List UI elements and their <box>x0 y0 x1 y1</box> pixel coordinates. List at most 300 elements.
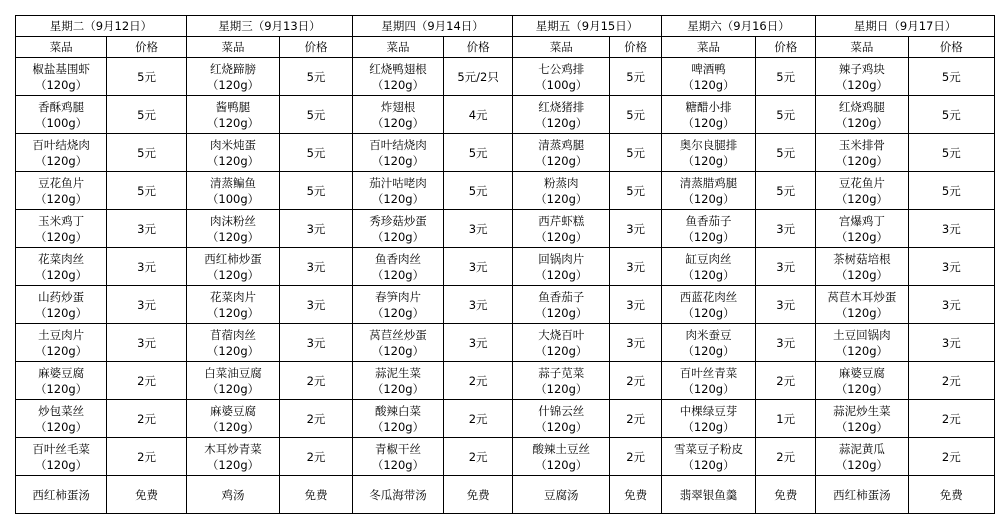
dish-name: 茶树菇培根 <box>833 251 891 266</box>
dish-name: 糖醋小排 <box>685 99 732 114</box>
dish-cell <box>352 400 443 438</box>
dish-name: 茄汁咕咾肉 <box>369 175 427 190</box>
weekly-menu-table <box>15 15 995 514</box>
dish-name: 豆花鱼片 <box>38 175 85 190</box>
dish-price: 2元 <box>107 362 187 400</box>
menu-row <box>16 248 995 286</box>
dish-name: 西蓝花肉丝 <box>679 289 738 304</box>
dish-cell <box>186 400 279 438</box>
dish-weight: （120g） <box>535 267 588 282</box>
dish-name: 麻婆豆腐 <box>38 365 85 380</box>
dish-price: 5元 <box>280 96 353 134</box>
dish-name: 缸豆肉丝 <box>685 251 732 266</box>
dish-price: 5元 <box>756 172 816 210</box>
menu-row <box>16 58 995 96</box>
dish-cell <box>816 286 908 324</box>
dish-name: 肉米蚕豆 <box>685 327 732 342</box>
dish-weight: （120g） <box>682 457 735 472</box>
dish-weight: （120g） <box>835 153 889 168</box>
menu-row <box>16 172 995 210</box>
dish-name: 玉米排骨 <box>838 137 885 152</box>
dish-weight: （120g） <box>206 343 260 358</box>
dish-weight: （120g） <box>371 343 425 358</box>
dish-cell <box>513 248 610 286</box>
dish-weight: （120g） <box>371 153 425 168</box>
dish-name: 七公鸡排 <box>538 61 585 76</box>
dish-name: 花菜肉丝 <box>38 251 85 266</box>
dish-column-header: 菜品 <box>186 37 279 58</box>
dish-price: 5元 <box>908 134 994 172</box>
dish-cell <box>661 248 755 286</box>
dish-name: 西红柿炒蛋 <box>204 251 262 266</box>
price-column-header: 价格 <box>107 37 187 58</box>
dish-cell <box>661 286 755 324</box>
menu-row <box>16 286 995 324</box>
dish-price: 2元 <box>107 400 187 438</box>
day-header: 星期四（9月14日） <box>352 16 512 37</box>
dish-cell <box>16 210 107 248</box>
dish-price: 3元 <box>280 324 353 362</box>
dish-weight: （120g） <box>371 191 425 206</box>
menu-row <box>16 134 995 172</box>
soup-name: 冬瓜海带汤 <box>352 476 443 514</box>
dish-weight: （120g） <box>682 305 735 320</box>
dish-price: 3元 <box>107 210 187 248</box>
soup-row <box>16 476 995 514</box>
dish-weight: （120g） <box>682 267 735 282</box>
dish-cell <box>352 248 443 286</box>
dish-weight: （120g） <box>34 381 88 396</box>
dish-price: 5元 <box>610 134 661 172</box>
dish-cell <box>16 400 107 438</box>
dish-weight: （120g） <box>371 229 425 244</box>
soup-name: 翡翠银鱼羹 <box>661 476 755 514</box>
dish-name: 麻婆豆腐 <box>210 403 256 418</box>
dish-cell <box>661 58 755 96</box>
dish-cell <box>16 172 107 210</box>
dish-cell <box>661 96 755 134</box>
dish-weight: （120g） <box>206 419 260 434</box>
dish-weight: （120g） <box>535 191 588 206</box>
dish-name: 宫爆鸡丁 <box>838 213 885 228</box>
dish-price: 2元 <box>444 362 513 400</box>
dish-name: 西芹虾糕 <box>538 213 585 228</box>
dish-price: 2元 <box>610 438 661 476</box>
dish-name: 百叶丝毛菜 <box>32 441 90 456</box>
dish-name: 青椒干丝 <box>374 441 421 456</box>
dish-cell <box>186 58 279 96</box>
dish-name: 酸辣土豆丝 <box>532 441 591 456</box>
soup-name: 西红柿蛋汤 <box>16 476 107 514</box>
dish-name: 肉沫粉丝 <box>210 213 256 228</box>
dish-weight: （120g） <box>835 77 889 92</box>
price-column-header: 价格 <box>280 37 353 58</box>
dish-weight: （120g） <box>206 267 260 282</box>
dish-name: 酸辣白菜 <box>374 403 421 418</box>
dish-price: 2元 <box>444 438 513 476</box>
dish-weight: （120g） <box>371 419 425 434</box>
dish-price: 3元 <box>107 324 187 362</box>
dish-price: 3元 <box>280 286 353 324</box>
dish-price: 3元 <box>280 248 353 286</box>
dish-weight: （120g） <box>835 191 889 206</box>
dish-price: 3元 <box>908 324 994 362</box>
dish-cell <box>816 324 908 362</box>
dish-name: 土豆回锅肉 <box>833 327 891 342</box>
dish-cell <box>16 96 107 134</box>
dish-cell <box>186 172 279 210</box>
dish-name: 清蒸鳊鱼 <box>210 175 256 190</box>
dish-name: 蒜泥生菜 <box>374 365 421 380</box>
dish-price: 5元 <box>280 58 353 96</box>
dish-column-header: 菜品 <box>513 37 610 58</box>
dish-name: 红烧蹄膀 <box>210 61 256 76</box>
dish-name: 春笋肉片 <box>374 289 421 304</box>
dish-name: 苜蓿肉丝 <box>210 327 256 342</box>
dish-weight: （120g） <box>34 153 88 168</box>
dish-name: 清蒸腊鸡腿 <box>679 175 738 190</box>
dish-column-header: 菜品 <box>16 37 107 58</box>
soup-price: 免费 <box>444 476 513 514</box>
dish-name: 雪菜豆子粉皮 <box>673 441 743 456</box>
dish-price: 5元 <box>610 172 661 210</box>
dish-price: 3元 <box>444 324 513 362</box>
dish-weight: （120g） <box>206 305 260 320</box>
dish-price: 5元 <box>756 58 816 96</box>
dish-cell <box>661 324 755 362</box>
dish-price: 2元 <box>107 438 187 476</box>
dish-name: 红烧鸡腿 <box>838 99 885 114</box>
dish-price: 3元 <box>610 286 661 324</box>
dish-name: 百叶结烧肉 <box>369 137 427 152</box>
dish-weight: （120g） <box>34 305 88 320</box>
dish-name: 百叶丝青菜 <box>679 365 738 380</box>
dish-price: 5元 <box>280 172 353 210</box>
price-column-header: 价格 <box>908 37 994 58</box>
dish-cell <box>513 400 610 438</box>
dish-price: 3元 <box>610 248 661 286</box>
dish-weight: （120g） <box>682 191 735 206</box>
dish-column-header: 菜品 <box>352 37 443 58</box>
dish-weight: （120g） <box>835 229 889 244</box>
dish-cell <box>816 400 908 438</box>
dish-weight: （120g） <box>206 381 260 396</box>
dish-cell <box>816 134 908 172</box>
dish-price: 5元 <box>280 134 353 172</box>
dish-cell <box>661 172 755 210</box>
menu-row <box>16 362 995 400</box>
dish-price: 4元 <box>444 96 513 134</box>
dish-cell <box>352 58 443 96</box>
dish-weight: （120g） <box>835 419 889 434</box>
menu-row <box>16 324 995 362</box>
dish-cell <box>186 96 279 134</box>
dish-cell <box>352 324 443 362</box>
dish-name: 回锅肉片 <box>538 251 585 266</box>
dish-price: 5元 <box>756 134 816 172</box>
dish-name: 红烧猪排 <box>538 99 585 114</box>
soup-name: 豆腐汤 <box>513 476 610 514</box>
dish-price: 5元 <box>107 172 187 210</box>
soup-price: 免费 <box>908 476 994 514</box>
dish-weight: （120g） <box>535 419 588 434</box>
dish-weight: （120g） <box>206 115 260 130</box>
dish-price: 2元 <box>610 400 661 438</box>
dish-weight: （120g） <box>682 77 735 92</box>
dish-price: 3元 <box>610 210 661 248</box>
dish-cell <box>513 134 610 172</box>
dish-price: 5元 <box>908 58 994 96</box>
soup-name: 鸡汤 <box>186 476 279 514</box>
dish-weight: （120g） <box>34 419 88 434</box>
dish-cell <box>352 362 443 400</box>
dish-price: 3元 <box>756 248 816 286</box>
soup-price: 免费 <box>756 476 816 514</box>
dish-name: 玉米鸡丁 <box>38 213 85 228</box>
dish-cell <box>16 438 107 476</box>
dish-weight: （120g） <box>535 343 588 358</box>
day-header: 星期六（9月16日） <box>661 16 815 37</box>
dish-weight: （120g） <box>206 457 260 472</box>
dish-name: 莴苣丝炒蛋 <box>369 327 427 342</box>
dish-cell <box>16 134 107 172</box>
dish-cell <box>661 362 755 400</box>
dish-price: 2元 <box>610 362 661 400</box>
dish-price: 2元 <box>280 400 353 438</box>
dish-name: 蒜子苋菜 <box>538 365 585 380</box>
dish-weight: （120g） <box>835 267 889 282</box>
dish-price: 5元 <box>107 134 187 172</box>
dish-weight: （120g） <box>682 343 735 358</box>
menu-row <box>16 96 995 134</box>
dish-price: 3元 <box>444 210 513 248</box>
dish-name: 什锦云丝 <box>538 403 585 418</box>
day-header: 星期二（9月12日） <box>16 16 187 37</box>
soup-price: 免费 <box>280 476 353 514</box>
dish-cell <box>352 134 443 172</box>
dish-weight: （120g） <box>206 153 260 168</box>
dish-cell <box>186 210 279 248</box>
dish-weight: （120g） <box>535 457 588 472</box>
dish-name: 豆花鱼片 <box>838 175 885 190</box>
dish-weight: （100g） <box>535 77 588 92</box>
dish-weight: （120g） <box>682 419 735 434</box>
dish-cell <box>816 96 908 134</box>
dish-name: 大烧百叶 <box>538 327 585 342</box>
dish-price: 5元 <box>444 134 513 172</box>
dish-name: 炸翅根 <box>380 99 416 114</box>
dish-name: 土豆肉片 <box>38 327 85 342</box>
dish-weight: （120g） <box>34 229 88 244</box>
dish-weight: （120g） <box>206 229 260 244</box>
dish-weight: （120g） <box>535 381 588 396</box>
dish-cell <box>352 172 443 210</box>
dish-weight: （120g） <box>835 457 889 472</box>
dish-weight: （100g） <box>34 115 88 130</box>
dish-name: 香酥鸡腿 <box>38 99 85 114</box>
day-header: 星期日（9月17日） <box>816 16 995 37</box>
dish-cell <box>16 286 107 324</box>
dish-price: 2元 <box>908 438 994 476</box>
dish-name: 蒜泥黄瓜 <box>838 441 885 456</box>
dish-price: 3元 <box>756 286 816 324</box>
dish-name: 炒包菜丝 <box>38 403 85 418</box>
dish-cell <box>661 438 755 476</box>
dish-weight: （120g） <box>535 115 588 130</box>
dish-cell <box>186 134 279 172</box>
dish-name: 蒜泥炒生菜 <box>833 403 891 418</box>
dish-name: 粉蒸肉 <box>544 175 579 190</box>
dish-weight: （120g） <box>535 153 588 168</box>
dish-price: 5元 <box>107 58 187 96</box>
dish-price: 3元 <box>444 286 513 324</box>
dish-cell <box>16 362 107 400</box>
dish-weight: （120g） <box>835 381 889 396</box>
dish-price: 2元 <box>756 362 816 400</box>
dish-price: 5元 <box>908 96 994 134</box>
dish-price: 2元 <box>280 438 353 476</box>
soup-price: 免费 <box>107 476 187 514</box>
price-column-header: 价格 <box>444 37 513 58</box>
dish-price: 5元 <box>107 96 187 134</box>
dish-cell <box>186 362 279 400</box>
dish-weight: （120g） <box>682 381 735 396</box>
dish-column-header: 菜品 <box>816 37 908 58</box>
dish-cell <box>186 438 279 476</box>
dish-cell <box>186 286 279 324</box>
dish-weight: （120g） <box>371 305 425 320</box>
dish-cell <box>661 210 755 248</box>
dish-price: 2元 <box>444 400 513 438</box>
dish-price: 3元 <box>756 324 816 362</box>
dish-name: 椒盐基围虾 <box>32 61 90 76</box>
dish-weight: （120g） <box>34 77 88 92</box>
dish-price: 2元 <box>908 400 994 438</box>
dish-price: 2元 <box>908 362 994 400</box>
dish-cell <box>816 172 908 210</box>
dish-name: 百叶结烧肉 <box>32 137 90 152</box>
dish-price: 5元 <box>610 96 661 134</box>
dish-weight: （120g） <box>835 305 889 320</box>
dish-cell <box>513 286 610 324</box>
dish-weight: （120g） <box>371 381 425 396</box>
dish-weight: （120g） <box>835 115 889 130</box>
dish-weight: （120g） <box>206 77 260 92</box>
dish-price: 5元 <box>908 172 994 210</box>
dish-cell <box>513 58 610 96</box>
dish-name: 花菜肉片 <box>210 289 256 304</box>
dish-weight: （120g） <box>535 305 588 320</box>
dish-name: 鱼香茄子 <box>685 213 732 228</box>
soup-name: 西红柿蛋汤 <box>816 476 908 514</box>
dish-cell <box>661 400 755 438</box>
dish-name: 鱼香肉丝 <box>374 251 421 266</box>
dish-weight: （120g） <box>535 229 588 244</box>
dish-price: 5元 <box>756 96 816 134</box>
dish-price: 3元 <box>908 210 994 248</box>
dish-price: 2元 <box>280 362 353 400</box>
dish-price: 5元 <box>444 172 513 210</box>
dish-price: 5元 <box>610 58 661 96</box>
dish-weight: （120g） <box>835 343 889 358</box>
menu-row <box>16 400 995 438</box>
dish-weight: （120g） <box>34 343 88 358</box>
dish-name: 山药炒蛋 <box>38 289 85 304</box>
dish-cell <box>16 324 107 362</box>
dish-cell <box>816 210 908 248</box>
dish-price: 1元 <box>756 400 816 438</box>
dish-name: 红烧鸭翅根 <box>369 61 427 76</box>
dish-cell <box>513 438 610 476</box>
dish-weight: （120g） <box>371 115 425 130</box>
dish-weight: （120g） <box>682 153 735 168</box>
dish-cell <box>513 324 610 362</box>
dish-cell <box>352 210 443 248</box>
menu-row <box>16 438 995 476</box>
dish-cell <box>16 58 107 96</box>
dish-cell <box>513 96 610 134</box>
dish-name: 白菜油豆腐 <box>204 365 262 380</box>
price-column-header: 价格 <box>756 37 816 58</box>
dish-column-header: 菜品 <box>661 37 755 58</box>
dish-name: 肉米炖蛋 <box>210 137 256 152</box>
dish-price: 3元 <box>280 210 353 248</box>
dish-price: 3元 <box>908 248 994 286</box>
dish-price: 2元 <box>756 438 816 476</box>
dish-price: 3元 <box>908 286 994 324</box>
dish-name: 木耳炒青菜 <box>204 441 262 456</box>
dish-cell <box>661 134 755 172</box>
dish-cell <box>513 362 610 400</box>
dish-weight: （120g） <box>34 457 88 472</box>
dish-cell <box>352 438 443 476</box>
dish-weight: （120g） <box>682 229 735 244</box>
dish-cell <box>186 248 279 286</box>
day-header: 星期五（9月15日） <box>513 16 662 37</box>
dish-cell <box>352 286 443 324</box>
dish-price: 3元 <box>444 248 513 286</box>
soup-price: 免费 <box>610 476 661 514</box>
dish-price: 3元 <box>756 210 816 248</box>
dish-weight: （120g） <box>371 77 425 92</box>
menu-row <box>16 210 995 248</box>
dish-name: 酱鸭腿 <box>215 99 251 114</box>
dish-cell <box>513 210 610 248</box>
dish-name: 清蒸鸡腿 <box>538 137 585 152</box>
dish-cell <box>816 248 908 286</box>
dish-name: 奥尔良腿排 <box>679 137 738 152</box>
dish-weight: （120g） <box>34 267 88 282</box>
dish-cell <box>186 324 279 362</box>
dish-name: 中棵绿豆芽 <box>679 403 738 418</box>
dish-name: 啤酒鸭 <box>691 61 726 76</box>
dish-price: 3元 <box>107 248 187 286</box>
price-column-header: 价格 <box>610 37 661 58</box>
dish-weight: （120g） <box>371 457 425 472</box>
column-header-row <box>16 37 995 58</box>
dish-name: 辣子鸡块 <box>838 61 885 76</box>
dish-name: 鱼香茄子 <box>538 289 585 304</box>
day-header-row <box>16 16 995 37</box>
dish-weight: （120g） <box>682 115 735 130</box>
dish-cell <box>816 362 908 400</box>
dish-cell <box>16 248 107 286</box>
dish-price: 3元 <box>610 324 661 362</box>
dish-name: 秀珍菇炒蛋 <box>369 213 427 228</box>
dish-cell <box>816 438 908 476</box>
day-header: 星期三（9月13日） <box>186 16 352 37</box>
dish-weight: （120g） <box>371 267 425 282</box>
